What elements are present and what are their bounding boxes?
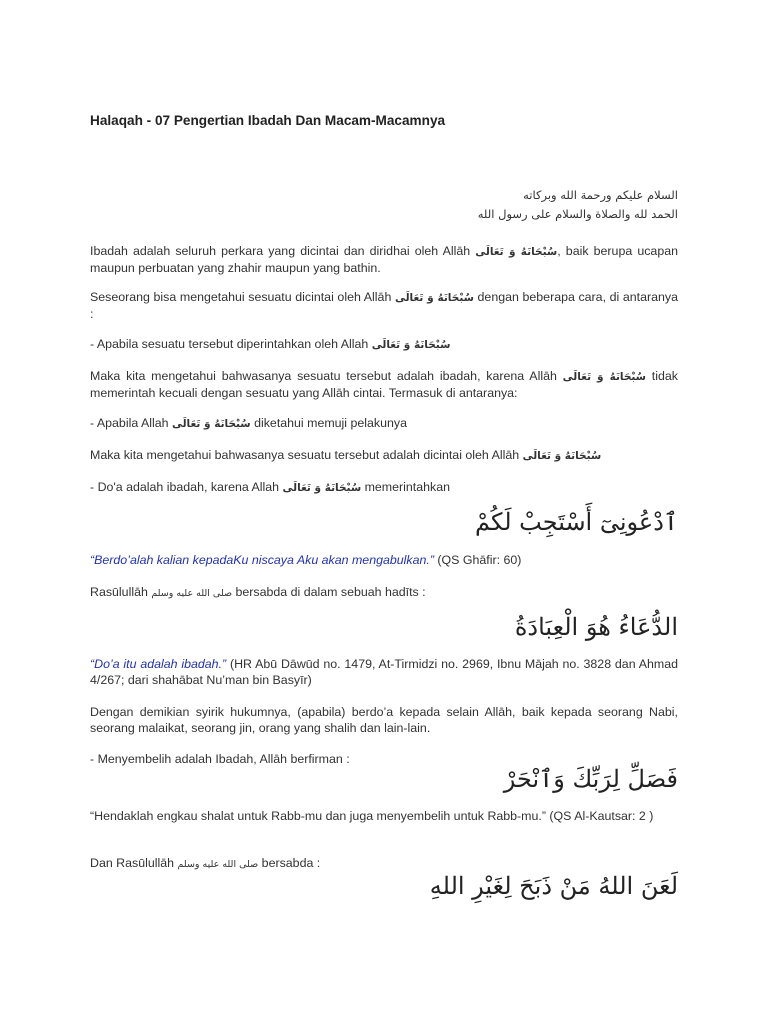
- saw-honorific: صلى الله عليه وسلم: [151, 588, 233, 599]
- quote-hadith-doa: [90, 656, 678, 688]
- arabic-greeting: [90, 186, 678, 224]
- quote-ghafir-ref: (QS Ghāfir: 60): [433, 553, 522, 567]
- quote-hadith-text: “Do’a itu adalah ibadah.”: [90, 657, 227, 671]
- paragraph-commanded-explanation: Maka kita mengetahui bahwasanya sesuatu tersebut adalah ibadah, karena Allāh سُبْحَانَهُ وَ تَعَالَى tidak memerintah kecuali dengan sesuatu yang Allāh cintai. Termasuk di antaranya:: [90, 369, 678, 400]
- verse-ghafir: ٱدْعُونِىٓ أَسْتَجِبْ لَكُمْ: [474, 508, 678, 536]
- paragraph-definition: Ibadah adalah seluruh perkara yang dicintai dan diridhai oleh Allāh سُبْحَانَهُ وَ تَعَالَى, baik berupa ucapan maupun perbuatan yang zhahir maupun yang bathin.: [90, 244, 678, 275]
- hadith-slaughter: لَعَنَ اللهُ مَنْ ذَبَحَ لِغَيْرِ اللهِ: [429, 872, 678, 900]
- paragraph-shirk: Dengan demikian syirik hukumnya, (apabila) berdo’a kepada selain Allāh, baik kepada seorang Nabi, seorang malaikat, seorang jin, orang yang shalih dan lain-lain.: [90, 705, 678, 735]
- quote-ghafir: [90, 552, 678, 568]
- quote-hadith-ref: (HR Abū Dāwūd no. 1479, At-Tirmidzi no. 2969, Ibnu Mājah no. 3828 dan Ahmad 4/267; dari shahābat Nu’man bin Basyīr): [90, 657, 678, 687]
- document-title: Halaqah - 07 Pengertian Ibadah Dan Macam-Macamnya: [90, 113, 446, 128]
- list-item-slaughter: - Menyembelih adalah Ibadah, Allāh berfirman :: [90, 752, 350, 766]
- list-item-doa: - Do'a adalah ibadah, karena Allah سُبْحَانَهُ وَ تَعَالَى memerintahkan: [90, 480, 450, 494]
- swt-honorific: سُبْحَانَهُ وَ تَعَالَى: [371, 339, 451, 351]
- paragraph-hadith-slaughter-intro: Dan Rasūlullāh صلى الله عليه وسلم bersabda :: [90, 856, 321, 870]
- list-item-praised: - Apabila Allah سُبْحَانَهُ وَ تَعَالَى diketahui memuji pelakunya: [90, 416, 407, 430]
- verse-kautsar: فَصَلِّ لِرَبِّكَ وَٱنْحَرْ: [503, 765, 678, 793]
- swt-honorific: سُبْحَانَهُ وَ تَعَالَى: [475, 246, 558, 258]
- list-item-commanded: - Apabila sesuatu tersebut diperintahkan oleh Allah سُبْحَانَهُ وَ تَعَالَى: [90, 337, 451, 351]
- saw-honorific: صلى الله عليه وسلم: [177, 859, 259, 870]
- greeting-hamdalah: الحمد لله والصلاة والسلام على رسول الله: [477, 207, 678, 221]
- swt-honorific: سُبْحَانَهُ وَ تَعَالَى: [394, 292, 474, 304]
- paragraph-praised-explanation: Maka kita mengetahui bahwasanya sesuatu tersebut adalah dicintai oleh Allāh سُبْحَانَهُ وَ تَعَالَى: [90, 448, 602, 462]
- greeting-salam: السلام عليكم ورحمة الله وبركاته: [523, 188, 678, 202]
- swt-honorific: سُبْحَانَهُ وَ تَعَالَى: [522, 450, 602, 462]
- swt-honorific: سُبْحَانَهُ وَ تَعَالَى: [562, 371, 647, 383]
- paragraph-hadith-intro: Rasūlullāh صلى الله عليه وسلم bersabda di dalam sebuah hadīts :: [90, 585, 426, 599]
- quote-kautsar: “Hendaklah engkau shalat untuk Rabb-mu dan juga menyembelih untuk Rabb-mu.” (QS Al-Kautsar: 2 ): [90, 809, 654, 823]
- quote-ghafir-text: “Berdo’alah kalian kepadaKu niscaya Aku akan mengabulkan.”: [90, 553, 434, 567]
- paragraph-knowing: Seseorang bisa mengetahui sesuatu dicintai oleh Allāh سُبْحَانَهُ وَ تَعَالَى dengan beberapa cara, di antaranya :: [90, 290, 678, 321]
- hadith-doa: الدُّعَاءُ هُوَ الْعِبَادَةُ: [514, 613, 678, 641]
- swt-honorific: سُبْحَانَهُ وَ تَعَالَى: [282, 482, 362, 494]
- swt-honorific: سُبْحَانَهُ وَ تَعَالَى: [171, 418, 251, 430]
